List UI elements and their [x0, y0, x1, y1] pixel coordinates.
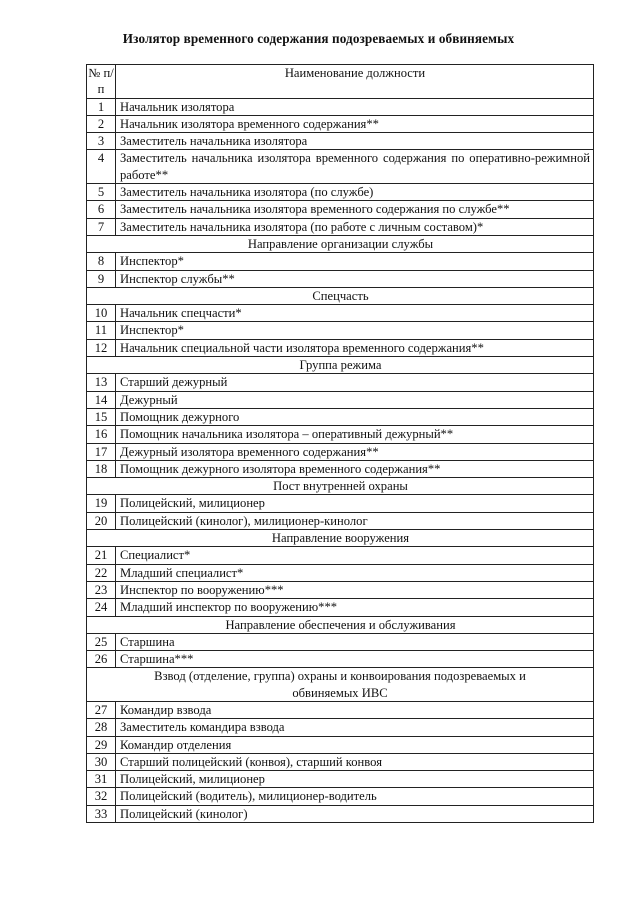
row-number: 27: [87, 701, 116, 718]
row-number: 33: [87, 805, 116, 822]
row-number: 3: [87, 133, 116, 150]
row-number: 8: [87, 253, 116, 270]
row-number: 32: [87, 788, 116, 805]
row-number: 14: [87, 391, 116, 408]
row-number: 13: [87, 374, 116, 391]
position-name: Дежурный изолятора временного содержания**: [116, 443, 594, 460]
row-number: 15: [87, 408, 116, 425]
row-number: 2: [87, 115, 116, 132]
position-name: Заместитель начальника изолятора (по службе): [116, 184, 594, 201]
table-row: [87, 133, 594, 150]
row-number: 28: [87, 719, 116, 736]
section-row: [87, 357, 594, 374]
position-name: Начальник спецчасти*: [116, 305, 594, 322]
table-row: [87, 564, 594, 581]
row-number: 23: [87, 581, 116, 598]
positions-table: [86, 64, 594, 823]
section-row: [87, 478, 594, 495]
table-row: [87, 443, 594, 460]
table-row: [87, 98, 594, 115]
section-heading: Направление обеспечения и обслуживания: [87, 616, 594, 633]
position-name: Полицейский (кинолог), милиционер-кинолог: [116, 512, 594, 529]
position-name: Полицейский, милиционер: [116, 495, 594, 512]
position-name: Заместитель начальника изолятора временного содержания по оперативно-режимной работе**: [116, 150, 594, 184]
position-name: Полицейский, милиционер: [116, 771, 594, 788]
table-row: [87, 322, 594, 339]
table-row: [87, 253, 594, 270]
position-name: Заместитель начальника изолятора (по работе с личным составом)*: [116, 218, 594, 235]
section-row: [87, 235, 594, 252]
table-row: [87, 512, 594, 529]
table-row: [87, 805, 594, 822]
row-number: 26: [87, 651, 116, 668]
table-row: [87, 305, 594, 322]
row-number: 16: [87, 426, 116, 443]
row-number: 4: [87, 150, 116, 184]
section-heading: Направление вооружения: [87, 530, 594, 547]
section-heading: Спецчасть: [87, 287, 594, 304]
table-row: [87, 218, 594, 235]
table-row: [87, 753, 594, 770]
table-row: [87, 426, 594, 443]
position-name: Младший специалист*: [116, 564, 594, 581]
table-row: [87, 150, 594, 184]
position-name: Командир отделения: [116, 736, 594, 753]
position-name: Инспектор*: [116, 322, 594, 339]
table-row: [87, 736, 594, 753]
table-row: [87, 701, 594, 718]
position-name: Инспектор по вооружению***: [116, 581, 594, 598]
row-number: 31: [87, 771, 116, 788]
table-row: [87, 719, 594, 736]
position-name: Старшина: [116, 633, 594, 650]
section-heading: Группа режима: [87, 357, 594, 374]
table-row: [87, 495, 594, 512]
table-row: [87, 339, 594, 356]
row-number: 11: [87, 322, 116, 339]
row-number: 12: [87, 339, 116, 356]
table-row: [87, 374, 594, 391]
section-row: [87, 616, 594, 633]
table-row: [87, 599, 594, 616]
position-name: Инспектор*: [116, 253, 594, 270]
table-row: [87, 771, 594, 788]
position-name: Инспектор службы**: [116, 270, 594, 287]
table-row: [87, 201, 594, 218]
section-heading: Взвод (отделение, группа) охраны и конвоирования подозреваемых и обвиняемых ИВС: [87, 668, 594, 702]
table-row: [87, 581, 594, 598]
row-number: 22: [87, 564, 116, 581]
section-row: [87, 530, 594, 547]
row-number: 17: [87, 443, 116, 460]
table-row: [87, 270, 594, 287]
table-row: [87, 788, 594, 805]
position-name: Командир взвода: [116, 701, 594, 718]
section-heading: Направление организации службы: [87, 235, 594, 252]
position-name: Начальник специальной части изолятора временного содержания**: [116, 339, 594, 356]
row-number: 10: [87, 305, 116, 322]
table-row: [87, 391, 594, 408]
column-header-number: № п/п: [88, 66, 114, 97]
row-number: 6: [87, 201, 116, 218]
position-name: Старший полицейский (конвоя), старший конвоя: [116, 753, 594, 770]
row-number: 18: [87, 460, 116, 477]
position-name: Старшина***: [116, 651, 594, 668]
table-row: [87, 547, 594, 564]
table-row: [87, 633, 594, 650]
position-name: Специалист*: [116, 547, 594, 564]
column-header-position-name: Наименование должности: [116, 65, 594, 99]
table-row: [87, 408, 594, 425]
row-number: 7: [87, 218, 116, 235]
section-row: [87, 287, 594, 304]
table-header-row: [87, 65, 594, 99]
row-number: 5: [87, 184, 116, 201]
row-number: 19: [87, 495, 116, 512]
section-heading: Пост внутренней охраны: [87, 478, 594, 495]
row-number: 24: [87, 599, 116, 616]
section-row: [87, 668, 594, 702]
position-name: Начальник изолятора: [116, 98, 594, 115]
position-name: Помощник дежурного: [116, 408, 594, 425]
row-number: 1: [87, 98, 116, 115]
row-number: 29: [87, 736, 116, 753]
row-number: 21: [87, 547, 116, 564]
position-name: Дежурный: [116, 391, 594, 408]
table-row: [87, 184, 594, 201]
row-number: 20: [87, 512, 116, 529]
table-row: [87, 460, 594, 477]
table-row: [87, 115, 594, 132]
row-number: 30: [87, 753, 116, 770]
row-number: 25: [87, 633, 116, 650]
position-name: Заместитель командира взвода: [116, 719, 594, 736]
position-name: Полицейский (кинолог): [116, 805, 594, 822]
position-name: Начальник изолятора временного содержания**: [116, 115, 594, 132]
row-number: 9: [87, 270, 116, 287]
position-name: Заместитель начальника изолятора временного содержания по службе**: [116, 201, 594, 218]
table-row: [87, 651, 594, 668]
position-name: Помощник дежурного изолятора временного содержания**: [116, 460, 594, 477]
position-name: Старший дежурный: [116, 374, 594, 391]
position-name: Младший инспектор по вооружению***: [116, 599, 594, 616]
table-body: [87, 98, 594, 822]
document-title: Изолятор временного содержания подозреваемых и обвиняемых: [122, 31, 515, 46]
position-name: Помощник начальника изолятора – оперативный дежурный**: [116, 426, 594, 443]
position-name: Заместитель начальника изолятора: [116, 133, 594, 150]
position-name: Полицейский (водитель), милиционер-водитель: [116, 788, 594, 805]
